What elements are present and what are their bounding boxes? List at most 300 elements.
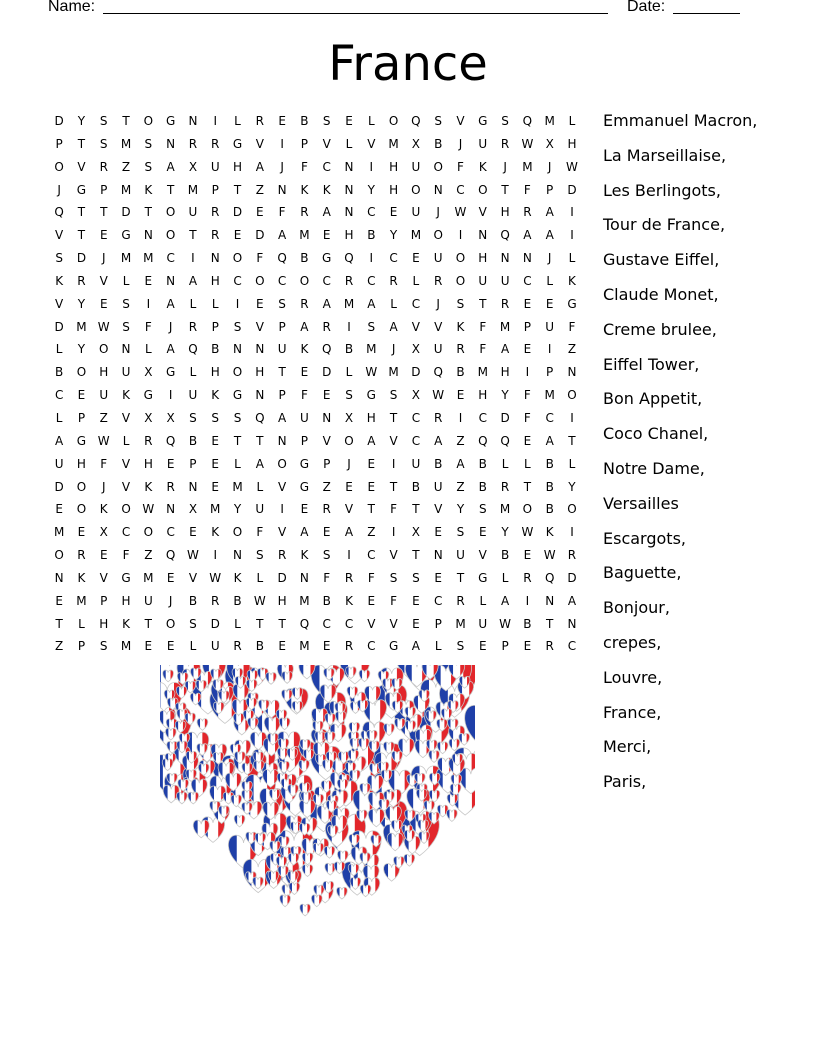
grid-letter: K	[211, 525, 220, 540]
grid-letter: O	[54, 548, 64, 563]
grid-letter: A	[322, 296, 331, 311]
grid-letter: N	[233, 342, 243, 357]
grid-letter: I	[547, 342, 552, 357]
grid-letter: S	[278, 296, 286, 311]
grid-letter: V	[367, 616, 376, 631]
grid-letter: B	[434, 456, 443, 471]
grid-letter: O	[121, 502, 131, 517]
grid-letter: B	[434, 136, 443, 151]
grid-letter: C	[166, 251, 175, 266]
grid-letter: L	[501, 456, 509, 471]
grid-letter: M	[120, 251, 132, 266]
grid-letter: F	[457, 159, 464, 174]
grid-letter: I	[213, 548, 217, 563]
grid-letter: K	[144, 479, 153, 494]
grid-letter: R	[211, 228, 220, 243]
grid-letter: L	[256, 570, 264, 585]
grid-letter: Z	[322, 479, 331, 494]
grid-letter: E	[256, 205, 264, 220]
grid-letter: L	[234, 616, 241, 631]
grid-letter: A	[434, 433, 443, 448]
grid-letter: N	[143, 228, 153, 243]
grid-letter: C	[478, 410, 487, 425]
grid-letter: D	[322, 365, 332, 380]
grid-letter: H	[567, 136, 577, 151]
grid-letter: S	[322, 548, 331, 563]
grid-letter: H	[366, 410, 376, 425]
grid-letter: E	[300, 365, 309, 380]
grid-letter: R	[344, 273, 354, 288]
grid-letter: W	[521, 136, 534, 151]
grid-letter: U	[121, 365, 131, 380]
grid-letter: P	[546, 182, 554, 197]
grid-letter: F	[390, 593, 398, 608]
grid-letter: D	[54, 479, 64, 494]
grid-letter: A	[411, 639, 420, 654]
grid-letter: T	[412, 548, 420, 563]
grid-letter: E	[523, 433, 532, 448]
grid-letter: Q	[188, 342, 198, 357]
grid-letter: Q	[277, 251, 287, 266]
grid-letter: U	[456, 548, 465, 563]
grid-letter: I	[347, 319, 351, 334]
grid-letter: O	[455, 273, 466, 288]
grid-letter: V	[434, 319, 443, 334]
grid-letter: E	[523, 639, 532, 654]
grid-letter: M	[455, 616, 466, 631]
grid-letter: C	[545, 410, 554, 425]
grid-letter: L	[434, 639, 442, 654]
grid-letter: J	[436, 205, 440, 220]
grid-letter: L	[568, 456, 576, 471]
grid-letter: R	[233, 639, 242, 654]
grid-letter: F	[523, 388, 531, 403]
grid-letter: B	[545, 502, 554, 517]
grid-letter: H	[121, 593, 131, 608]
word-list-item: France,	[603, 702, 662, 722]
grid-letter: S	[412, 570, 420, 585]
grid-letter: P	[100, 182, 108, 197]
grid-letter: E	[300, 502, 309, 517]
grid-letter: L	[78, 616, 85, 631]
grid-letter: F	[256, 525, 264, 540]
grid-letter: Y	[77, 342, 86, 357]
word-search-grid	[48, 110, 583, 658]
grid-letter: X	[411, 136, 421, 151]
grid-letter: Y	[389, 228, 398, 243]
grid-letter: O	[99, 342, 109, 357]
grid-letter: N	[233, 548, 243, 563]
grid-letter: V	[99, 570, 108, 585]
grid-letter: L	[501, 570, 509, 585]
grid-letter: V	[322, 433, 331, 448]
grid-letter: J	[101, 251, 106, 266]
grid-letter: U	[300, 410, 309, 425]
header	[48, 0, 748, 20]
grid-letter: K	[300, 182, 309, 197]
grid-letter: U	[478, 273, 488, 288]
grid-letter: Y	[568, 479, 576, 494]
grid-letter: B	[255, 639, 264, 654]
grid-letter: E	[345, 114, 353, 128]
grid-letter: V	[188, 570, 198, 585]
grid-letter: P	[278, 388, 286, 403]
grid-letter: J	[547, 251, 552, 266]
grid-letter: V	[255, 136, 264, 151]
grid-letter: B	[367, 228, 376, 243]
grid-letter: Q	[299, 616, 310, 631]
grid-letter: C	[367, 548, 376, 563]
date-field[interactable]	[673, 13, 740, 14]
grid-letter: B	[545, 456, 554, 471]
grid-letter: E	[322, 639, 331, 654]
grid-letter: N	[188, 114, 198, 128]
grid-letter: B	[233, 593, 242, 608]
grid-letter: H	[500, 205, 510, 220]
grid-letter: Y	[233, 502, 242, 517]
grid-letter: E	[456, 388, 465, 403]
grid-letter: L	[568, 251, 576, 266]
grid-letter: O	[411, 182, 421, 197]
grid-letter: R	[144, 433, 153, 448]
grid-letter: Q	[321, 342, 332, 357]
grid-letter: O	[165, 205, 176, 220]
grid-letter: N	[344, 159, 354, 174]
grid-letter: H	[500, 365, 510, 380]
grid-letter: K	[122, 388, 130, 403]
grid-letter: T	[456, 570, 465, 585]
grid-letter: V	[55, 296, 64, 311]
grid-letter: U	[500, 273, 510, 288]
grid-letter: N	[166, 273, 176, 288]
grid-letter: A	[523, 228, 532, 243]
grid-letter: E	[77, 388, 86, 403]
grid-letter: W	[97, 319, 110, 334]
grid-letter: H	[233, 159, 243, 174]
grid-letter: D	[76, 251, 87, 266]
page-title: France	[328, 36, 488, 92]
grid-letter: A	[500, 342, 510, 357]
grid-letter: S	[122, 319, 130, 334]
word-list-item: Emmanuel Macron,	[603, 111, 758, 130]
grid-letter: E	[256, 296, 264, 311]
grid-letter: A	[456, 456, 465, 471]
grid-letter: U	[99, 388, 109, 403]
grid-letter: V	[121, 479, 131, 494]
grid-letter: U	[478, 616, 488, 631]
grid-letter: E	[211, 433, 220, 448]
grid-letter: S	[189, 616, 197, 631]
grid-letter: L	[189, 365, 197, 380]
grid-letter: K	[322, 182, 331, 197]
grid-letter: T	[233, 433, 242, 448]
grid-letter: L	[55, 342, 63, 357]
word-list-item: Creme brulee,	[603, 319, 717, 339]
grid-letter: T	[389, 479, 398, 494]
grid-letter: L	[367, 114, 375, 128]
grid-letter: K	[300, 548, 309, 563]
grid-letter: N	[188, 479, 198, 494]
grid-letter: P	[77, 639, 86, 654]
word-list-item: Claude Monet,	[603, 284, 719, 304]
grid-letter: N	[166, 502, 176, 517]
grid-letter: Q	[544, 570, 555, 585]
grid-letter: M	[299, 228, 310, 243]
grid-letter: R	[300, 205, 309, 220]
grid-letter: G	[567, 296, 577, 311]
grid-letter: G	[478, 570, 488, 585]
grid-letter: R	[389, 273, 398, 288]
grid-letter: E	[412, 616, 420, 631]
grid-letter: L	[256, 479, 264, 494]
grid-letter: A	[545, 205, 554, 220]
grid-letter: N	[299, 570, 309, 585]
grid-letter: G	[478, 114, 488, 128]
grid-letter: N	[478, 228, 488, 243]
grid-letter: N	[522, 251, 532, 266]
grid-letter: H	[389, 182, 399, 197]
grid-letter: E	[412, 251, 420, 266]
grid-letter: L	[390, 296, 397, 311]
grid-letter: L	[345, 365, 353, 380]
grid-letter: M	[299, 593, 310, 608]
grid-letter: O	[522, 502, 533, 517]
grid-letter: F	[256, 251, 264, 266]
grid-letter: O	[299, 273, 310, 288]
grid-letter: U	[433, 479, 443, 494]
grid-letter: J	[57, 182, 61, 197]
grid-letter: F	[278, 205, 286, 220]
grid-letter: N	[121, 342, 131, 357]
grid-letter: S	[434, 114, 442, 128]
grid-letter: M	[232, 479, 243, 494]
grid-letter: Q	[54, 205, 64, 220]
grid-letter: W	[97, 433, 110, 448]
word-list-item: La Marseillaise,	[603, 145, 727, 165]
grid-letter: P	[77, 410, 86, 425]
grid-letter: N	[433, 182, 443, 197]
grid-letter: Q	[165, 548, 176, 563]
grid-letter: R	[211, 593, 220, 608]
grid-letter: T	[389, 410, 398, 425]
grid-letter: E	[523, 296, 532, 311]
grid-letter: O	[165, 228, 176, 243]
grid-letter: F	[367, 570, 375, 585]
grid-letter: H	[478, 388, 488, 403]
grid-letter: G	[76, 433, 87, 448]
grid-letter: E	[412, 593, 420, 608]
grid-letter: E	[99, 296, 108, 311]
grid-letter: G	[232, 388, 243, 403]
word-list	[603, 110, 813, 806]
grid-letter: A	[166, 159, 175, 174]
grid-letter: S	[456, 296, 465, 311]
grid-letter: R	[523, 570, 532, 585]
grid-letter: C	[277, 273, 287, 288]
grid-letter: B	[188, 593, 198, 608]
grid-letter: O	[143, 525, 154, 540]
grid-letter: S	[389, 388, 398, 403]
grid-letter: J	[280, 159, 284, 174]
grid-letter: G	[121, 570, 131, 585]
grid-letter: V	[278, 479, 287, 494]
grid-letter: C	[367, 205, 376, 220]
grid-letter: V	[121, 456, 131, 471]
grid-letter: W	[543, 548, 556, 563]
grid-letter: O	[232, 525, 243, 540]
grid-letter: T	[367, 502, 375, 517]
grid-letter: F	[523, 182, 531, 197]
grid-letter: D	[210, 616, 220, 631]
grid-letter: F	[144, 319, 152, 334]
grid-letter: S	[322, 114, 331, 128]
grid-letter: A	[322, 205, 331, 220]
grid-letter: K	[456, 319, 465, 334]
word-list-item: Les Berlingots,	[603, 180, 721, 200]
grid-letter: T	[144, 205, 152, 220]
grid-letter: H	[478, 251, 488, 266]
grid-letter: E	[77, 525, 86, 540]
grid-letter: O	[232, 251, 243, 266]
grid-letter: L	[144, 342, 152, 357]
grid-letter: R	[77, 273, 86, 288]
grid-letter: A	[300, 525, 309, 540]
grid-letter: L	[189, 639, 197, 654]
grid-letter: R	[456, 342, 465, 357]
grid-letter: O	[255, 273, 265, 288]
grid-letter: F	[323, 570, 331, 585]
grid-letter: G	[388, 639, 399, 654]
grid-letter: Z	[456, 479, 465, 494]
grid-letter: Z	[144, 548, 153, 563]
grid-letter: E	[478, 525, 487, 540]
grid-letter: S	[99, 639, 108, 654]
grid-letter: P	[211, 182, 219, 197]
grid-letter: T	[256, 433, 264, 448]
grid-letter: C	[456, 182, 465, 197]
grid-letter: S	[233, 319, 242, 334]
grid-letter: T	[166, 182, 175, 197]
name-label: Name:	[48, 0, 96, 15]
grid-letter: I	[213, 114, 217, 128]
grid-letter: E	[322, 525, 331, 540]
grid-letter: L	[234, 456, 241, 471]
grid-letter: J	[391, 342, 396, 357]
grid-letter: R	[188, 136, 198, 151]
grid-letter: N	[500, 251, 510, 266]
grid-letter: C	[322, 159, 331, 174]
grid-letter: A	[278, 228, 287, 243]
grid-letter: N	[545, 593, 555, 608]
grid-letter: Y	[456, 502, 465, 517]
grid-letter: S	[55, 251, 63, 266]
grid-letter: I	[458, 410, 463, 425]
grid-letter: O	[567, 388, 577, 403]
grid-letter: Z	[99, 410, 108, 425]
grid-letter: E	[144, 639, 153, 654]
grid-letter: A	[545, 433, 554, 448]
grid-letter: V	[389, 616, 398, 631]
grid-letter: M	[76, 593, 87, 608]
grid-letter: H	[255, 365, 265, 380]
grid-letter: X	[411, 525, 421, 540]
grid-letter: K	[345, 593, 353, 608]
grid-letter: V	[478, 548, 487, 563]
grid-letter: T	[412, 502, 420, 517]
grid-letter: B	[478, 479, 487, 494]
grid-letter: O	[54, 159, 64, 174]
grid-letter: N	[166, 136, 176, 151]
grid-letter: P	[546, 365, 554, 380]
grid-letter: I	[458, 228, 463, 243]
grid-letter: E	[322, 388, 331, 403]
grid-letter: W	[186, 548, 199, 563]
grid-letter: B	[411, 479, 421, 494]
grid-letter: Q	[500, 228, 510, 243]
grid-letter: Z	[55, 639, 64, 654]
grid-letter: S	[99, 136, 108, 151]
grid-letter: P	[323, 456, 331, 471]
grid-letter: M	[388, 365, 399, 380]
grid-letter: P	[55, 136, 63, 151]
grid-letter: Z	[255, 182, 264, 197]
grid-letter: R	[523, 205, 532, 220]
grid-letter: M	[120, 182, 132, 197]
grid-letter: C	[121, 525, 131, 540]
grid-letter: O	[277, 456, 287, 471]
grid-letter: Z	[121, 159, 131, 174]
word-list-item: crepes,	[603, 632, 662, 652]
grid-letter: E	[55, 593, 63, 608]
grid-letter: R	[500, 296, 510, 311]
grid-letter: E	[211, 456, 220, 471]
grid-letter: J	[458, 136, 463, 151]
grid-letter: Q	[255, 410, 265, 425]
grid-letter: R	[500, 479, 510, 494]
grid-letter: V	[389, 548, 398, 563]
grid-letter: L	[524, 456, 531, 471]
grid-letter: S	[189, 410, 197, 425]
grid-letter: V	[77, 159, 86, 174]
grid-letter: O	[478, 182, 488, 197]
grid-letter: V	[255, 319, 264, 334]
grid-letter: P	[211, 319, 219, 334]
grid-letter: F	[568, 319, 576, 334]
grid-letter: R	[434, 273, 443, 288]
grid-letter: Y	[77, 296, 86, 311]
grid-letter: R	[545, 639, 554, 654]
grid-letter: R	[99, 159, 108, 174]
word-list-item: Gustave Eiffel,	[603, 250, 720, 270]
grid-letter: E	[166, 639, 175, 654]
grid-letter: N	[255, 388, 265, 403]
grid-letter: S	[456, 639, 465, 654]
grid-letter: O	[165, 616, 176, 631]
grid-letter: W	[253, 593, 266, 608]
grid-letter: L	[546, 273, 554, 288]
grid-letter: I	[570, 228, 574, 243]
grid-letter: M	[120, 136, 132, 151]
grid-letter: U	[411, 159, 421, 174]
grid-letter: E	[478, 639, 487, 654]
grid-letter: T	[55, 616, 63, 631]
name-field[interactable]	[103, 13, 608, 14]
grid-letter: I	[235, 296, 240, 311]
grid-letter: R	[456, 593, 465, 608]
grid-letter: W	[566, 159, 578, 174]
grid-letter: G	[366, 388, 376, 403]
grid-letter: W	[142, 502, 155, 517]
